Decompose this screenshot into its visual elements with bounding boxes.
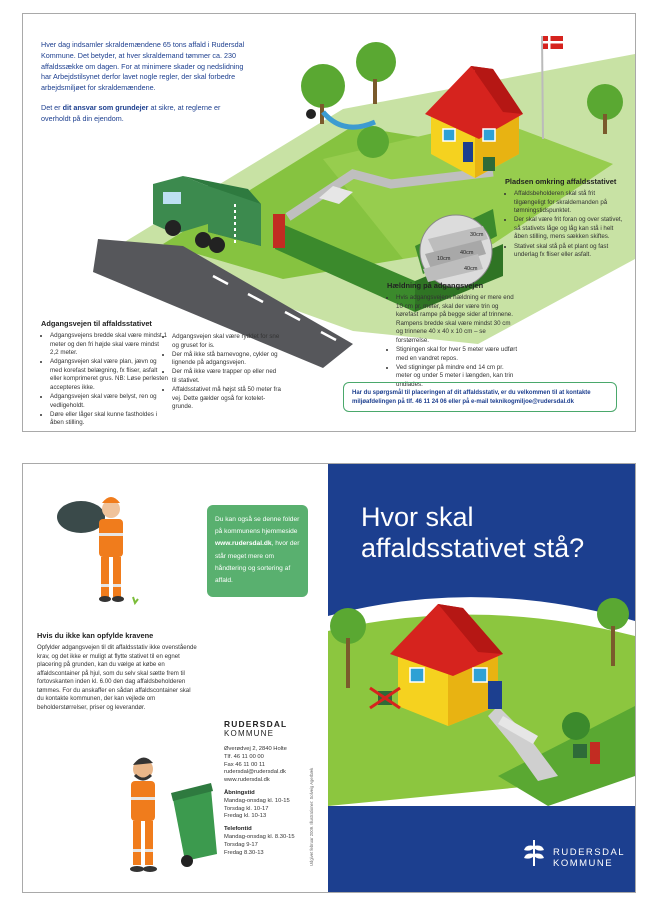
kravene-section <box>37 631 197 712</box>
tree <box>597 598 629 630</box>
website-info-text-end: , hvor der står meget mere om håndtering og sortering af affald. <box>215 540 300 585</box>
intro-p2-prefix: Det er <box>41 102 63 112</box>
website-link-2[interactable]: www.rudersdal.dk <box>224 777 270 784</box>
list-item: • Adgangsvejen skal være plan, jævn og med korefast belægning, fx fliser, asfalt eller komprimeret grus. NB: Løse perlesten accepteres ikke. <box>50 358 169 392</box>
list-item: • Affaldsstativet må højst stå 50 meter fra vej. Dette gælder også for koteletgrunde. <box>172 386 281 412</box>
headline-line-2: affaldsstativet stå? <box>361 533 585 563</box>
phone-line: Tlf. 46 11 00 00 <box>224 753 264 760</box>
list-item: • Stigningen skal for hver 5 meter være udført med en vandret repos. <box>396 346 519 363</box>
measure-label: 40cm <box>464 266 478 272</box>
tree <box>301 64 345 108</box>
tree <box>356 42 396 82</box>
fax-line: Fax 46 11 00 11 <box>224 761 266 768</box>
steps-magnifier <box>420 215 492 287</box>
adgangsvejen-title: Adgangsvejen til affaldsstativet <box>41 319 152 328</box>
logo-text <box>553 847 625 869</box>
measure-label: 10cm <box>437 256 451 262</box>
haeldning-title: Hældning på adgangsvejen <box>387 281 484 290</box>
tree <box>562 712 590 740</box>
list-item: • Døre eller låger skal kunne fastholdes i åben stilling. <box>50 411 169 428</box>
list-item: • Adgangsvejens bredde skal være mindst 1 meter og den fri højde skal være mindst 2,2 meter. <box>50 332 169 358</box>
cover-headline <box>361 502 584 564</box>
hours-line: Fredag kl. 10-13 <box>224 813 267 820</box>
cover-house-illustration <box>328 576 635 806</box>
opening-hours-title: Åbningstid <box>224 789 255 796</box>
hours-line: Torsdag kl. 10-17 <box>224 805 269 812</box>
phone-hours-title: Telefontid <box>224 826 252 833</box>
hours-line: Fredag 8.30-13 <box>224 849 264 856</box>
hours-line: Torsdag 9-17 <box>224 841 258 848</box>
website-info-box <box>207 505 308 597</box>
intro-text <box>41 40 246 134</box>
haeldning-section <box>387 281 519 390</box>
list-item: • Adgangsvejen skal være ryddet for sne og gruset for is. <box>172 333 281 350</box>
adgangsvejen-list-left <box>41 332 169 428</box>
hours-line: Mandag-onsdag kl. 10-15 <box>224 797 290 804</box>
headline-line-1: Hvor skal <box>361 502 474 532</box>
list-item: • Affaldsbeholderen skal stå frit tilgængeligt for skraldemanden på tømningstidspunktet. <box>514 190 623 216</box>
cover-panel <box>328 464 635 892</box>
measure-label: 40cm <box>460 250 474 256</box>
intro-p2-suffix: at sikre, at reglerne er overholdt på din ejendom. <box>41 102 221 123</box>
address-line: Øverødvej 2, 2840 Holte <box>224 746 287 752</box>
credits-vertical: Udgivet februar 2009. Illustrationer: Solveig Agerbæk <box>309 767 314 866</box>
logo-sub: KOMMUNE <box>553 858 614 869</box>
list-item: • Der må ikke stå barnevogne, cykler og lignende på adgangsvejen. <box>172 351 281 368</box>
municipality-name: RUDERSDAL <box>224 719 288 729</box>
email-link[interactable]: rudersdal@rudersdal.dk <box>224 769 286 776</box>
website-link[interactable]: www.rudersdal.dk <box>215 540 272 548</box>
pladsen-list <box>505 190 623 260</box>
worker-with-wheelie-bin-illustration <box>113 749 223 884</box>
intro-p2-bold: dit ansvar som grundejer <box>62 102 149 112</box>
pladsen-title: Pladsen omkring affaldsstativet <box>505 177 617 186</box>
list-item: • Hvis adgangsvejens hældning er mere end 10 cm pr. meter, skal der være trin og kørefast rampe på begge sider af trinnene. Rampens bredde skal være mindst 30 cm og trinnene 40 x 40 x 10 cm – se forstørrelse. <box>396 294 519 346</box>
tree <box>357 126 389 158</box>
logo-name: RUDERSDAL <box>553 847 626 858</box>
hours-line: Mandag-onsdag kl. 8.30-15 <box>224 833 295 840</box>
contact-box: Har du spørgsmål til placeringen af dit affaldsstativ, er du velkommen til at kontakte miljøafdelingen på tlf. 46 11 24 06 eller på e-mail teknikogmiljoe@rudersdal.dk <box>343 382 617 412</box>
municipality-sub: KOMMUNE <box>224 729 275 738</box>
kravene-title: Hvis du ikke kan opfylde kravene <box>37 631 154 640</box>
list-item: • Adgangsvejen skal være belyst, ren og vedligeholdt. <box>50 393 169 410</box>
pladsen-section <box>505 177 623 260</box>
list-item: • Der skal være frit foran og over stativet, så stativets låge og låg kan stå i helt åben stilling, mens sækken skiftes. <box>514 216 623 242</box>
brochure-inside-page <box>22 13 636 432</box>
worker-carrying-sack-illustration <box>51 489 141 614</box>
list-item: • Ved stigninger på mindre end 14 cm pr. meter og under 5 meter i længden, kan trin undlades. <box>396 364 519 390</box>
haeldning-list <box>387 294 519 390</box>
rudersdal-logo-icon <box>520 838 548 868</box>
kravene-text: Opfylder adgangsvejen til dit affaldsstativ ikke ovenstående krav, og det ikke er muligt at flytte stativet til en egnet placering på grunden, kan du vælge at købe en affaldscontainer på hjul, som du selv skal sætte frem til fortovskanten inden kl. 6.00 den dag affaldsbeholderen tømmes. For du anskaffer en sådan affaldscontainer skal du kontakte kommunen, der kan vejlede om beholderstørrelser, priser og leverandør. <box>37 644 197 711</box>
website-info-text: Du kan også se denne folder på kommunens hjemmeside <box>215 516 300 536</box>
intro-paragraph-1: Hver dag indsamler skraldemændene 65 tons affald i Rudersdal Kommune. Det betyder, at hver skraldemand tømmer ca. 230 affaldssække om dagen. For at minimere skader og nedslidning har Arbejdstilsynet derfor lavet nogle regler, der skal forbedre arbejdsmiljøet for skraldemændene. <box>41 40 245 93</box>
list-item: • Stativet skal stå på et plant og fast underlag fx fliser eller asfalt. <box>514 243 623 260</box>
list-item: • Der må ikke være trapper op eller ned til stativet. <box>172 368 281 385</box>
intro-paragraph-2 <box>41 103 246 125</box>
adgangsvejen-section <box>41 319 169 429</box>
measure-label: 30cm <box>470 232 484 238</box>
brochure-cover-page <box>22 463 636 893</box>
adgangsvejen-section-2 <box>163 333 281 412</box>
adgangsvejen-list-right <box>163 333 281 412</box>
